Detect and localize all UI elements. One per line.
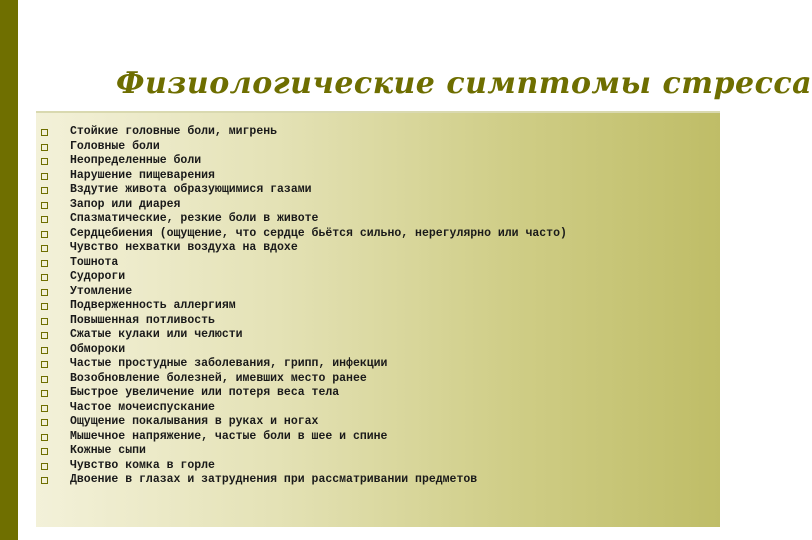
square-bullet-icon — [41, 463, 48, 470]
square-bullet-icon — [41, 216, 48, 223]
symptom-item — [36, 154, 720, 169]
square-bullet-icon — [41, 318, 48, 325]
symptom-text: Подверженность аллергиям — [70, 299, 236, 312]
square-bullet-icon — [41, 477, 48, 484]
square-bullet-icon — [41, 187, 48, 194]
symptom-text: Чувство комка в горле — [70, 458, 215, 472]
symptom-item — [36, 372, 720, 387]
symptom-text: Неопределенные боли — [70, 154, 202, 167]
square-bullet-icon — [41, 376, 48, 383]
square-bullet-icon — [41, 202, 48, 209]
symptom-text: Нарушение пищеварения — [70, 168, 215, 182]
symptom-item — [36, 241, 720, 256]
square-bullet-icon — [41, 245, 48, 252]
symptom-text: Утомление — [70, 284, 133, 298]
symptom-item — [36, 285, 720, 300]
square-bullet-icon — [41, 231, 48, 238]
symptom-item — [36, 198, 720, 213]
square-bullet-icon — [41, 419, 48, 426]
square-bullet-icon — [41, 434, 48, 441]
square-bullet-icon — [41, 173, 48, 180]
slide-title: Физиологические симптомы стресса — [116, 66, 812, 101]
symptom-item — [36, 125, 720, 140]
symptom-item — [36, 357, 720, 372]
square-bullet-icon — [41, 129, 48, 136]
symptom-item — [36, 183, 720, 198]
symptom-text: Стойкие головные боли, мигрень — [70, 125, 278, 138]
content-panel — [36, 113, 720, 527]
symptom-item — [36, 227, 720, 242]
square-bullet-icon — [41, 448, 48, 455]
symptom-item — [36, 140, 720, 155]
square-bullet-icon — [41, 390, 48, 397]
symptom-item — [36, 256, 720, 271]
square-bullet-icon — [41, 332, 48, 339]
square-bullet-icon — [41, 144, 48, 151]
symptom-item — [36, 444, 720, 459]
symptom-item — [36, 169, 720, 184]
square-bullet-icon — [41, 347, 48, 354]
symptom-item — [36, 328, 720, 343]
square-bullet-icon — [41, 289, 48, 296]
symptom-text: Запор или диарея — [70, 197, 181, 211]
symptom-text: Спазматические, резкие боли в животе — [70, 212, 319, 225]
symptom-item — [36, 473, 720, 488]
symptom-text: Сердцебиения (ощущение, что сердце бьётся сильно, нерегулярно или часто) — [70, 226, 567, 240]
symptom-text: Частые простудные заболевания, грипп, инфекции — [70, 357, 388, 370]
symptom-text: Вздутие живота образующимися газами — [70, 183, 312, 196]
symptom-text: Двоение в глазах и затруднения при рассматривании предметов — [70, 473, 478, 486]
symptom-text: Тошнота — [70, 255, 119, 269]
symptom-text: Ощущение покалывания в руках и ногах — [70, 415, 319, 428]
square-bullet-icon — [41, 274, 48, 281]
symptom-text: Мышечное напряжение, частые боли в шее и спине — [70, 429, 388, 443]
symptom-item — [36, 459, 720, 474]
symptom-item — [36, 343, 720, 358]
symptom-text: Чувство нехватки воздуха на вдохе — [70, 241, 298, 254]
symptom-item — [36, 212, 720, 227]
symptom-item — [36, 401, 720, 416]
symptom-text: Сжатые кулаки или челюсти — [70, 328, 243, 341]
symptom-item — [36, 270, 720, 285]
symptom-text: Быстрое увеличение или потеря веса тела — [70, 386, 340, 399]
title-area — [18, 0, 812, 112]
square-bullet-icon — [41, 405, 48, 412]
symptom-item — [36, 386, 720, 401]
symptom-text: Кожные сыпи — [70, 444, 146, 457]
symptom-text: Судороги — [70, 270, 126, 283]
symptom-text: Возобновление болезней, имевших место ранее — [70, 371, 367, 385]
symptom-item — [36, 415, 720, 430]
square-bullet-icon — [41, 361, 48, 368]
symptom-item — [36, 299, 720, 314]
square-bullet-icon — [41, 260, 48, 267]
symptom-list — [36, 125, 720, 488]
symptom-text: Обмороки — [70, 342, 126, 356]
symptom-text: Частое мочеиспускание — [70, 400, 215, 414]
symptom-item — [36, 430, 720, 445]
symptom-text: Повышенная потливость — [70, 313, 215, 327]
symptom-text: Головные боли — [70, 139, 160, 153]
square-bullet-icon — [41, 303, 48, 310]
left-accent-stripe — [0, 0, 18, 540]
symptom-item — [36, 314, 720, 329]
square-bullet-icon — [41, 158, 48, 165]
